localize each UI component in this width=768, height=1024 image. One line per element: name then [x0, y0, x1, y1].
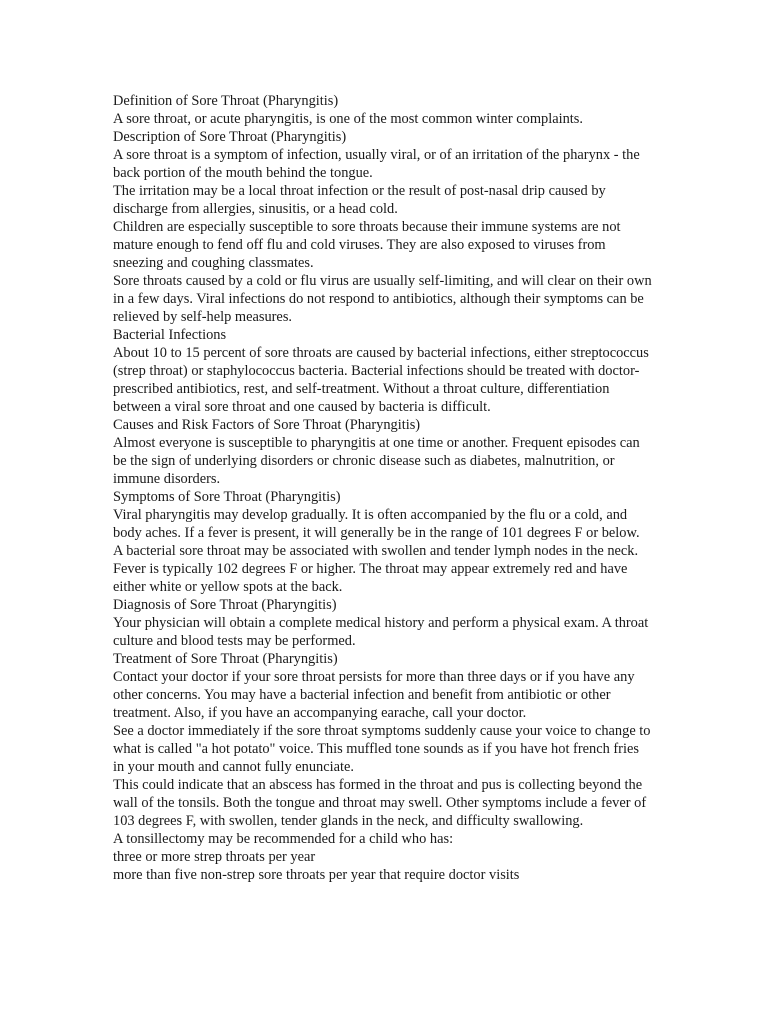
paragraph-treatment-1: Contact your doctor if your sore throat persists for more than three days or if you have any other concerns. You may have a bacterial infection and benefit from antibiotic or other treatment. Also, if you have an accompanying earache, call your doctor. [113, 669, 635, 721]
paragraph-diagnosis: Your physician will obtain a complete medical history and perform a physical exam. A throat culture and blood tests may be performed. [113, 615, 649, 649]
paragraph-causes-risk-factors: Almost everyone is susceptible to pharyngitis at one time or another. Frequent episodes can be the sign of underlying disorders or chronic disease such as diabetes, malnutrition, or immune disorders. [113, 435, 640, 487]
paragraph-description-4: Sore throats caused by a cold or flu virus are usually self-limiting, and will clear on their own in a few days. Viral infections do not respond to antibiotics, although their symptoms can be relieved by self-help measures. [113, 273, 652, 325]
paragraph-tonsillectomy-intro: A tonsillectomy may be recommended for a child who has: [113, 831, 454, 847]
heading-definition: Definition of Sore Throat (Pharyngitis) [113, 93, 339, 109]
heading-description: Description of Sore Throat (Pharyngitis) [113, 129, 347, 145]
paragraph-description-1: A sore throat is a symptom of infection, usually viral, or of an irritation of the pharynx - the back portion of the mouth behind the tongue. [113, 147, 640, 181]
heading-causes-risk-factors: Causes and Risk Factors of Sore Throat (Pharyngitis) [113, 417, 421, 433]
paragraph-symptoms-2: A bacterial sore throat may be associated with swollen and tender lymph nodes in the neck. Fever is typically 102 degrees F or higher. The throat may appear extremely red and have either white or yellow spots at the back. [113, 543, 639, 595]
document-page [113, 92, 653, 884]
heading-bacterial-infections: Bacterial Infections [113, 327, 227, 343]
heading-treatment: Treatment of Sore Throat (Pharyngitis) [113, 651, 338, 667]
heading-diagnosis: Diagnosis of Sore Throat (Pharyngitis) [113, 597, 337, 613]
paragraph-symptoms-1: Viral pharyngitis may develop gradually. It is often accompanied by the flu or a cold, and body aches. If a fever is present, it will generally be in the range of 101 degrees F or below. [113, 507, 640, 541]
list-item-tonsillectomy-1: three or more strep throats per year [113, 849, 316, 865]
paragraph-treatment-2: See a doctor immediately if the sore throat symptoms suddenly cause your voice to change to what is called "a hot potato" voice. This muffled tone sounds as if you have hot french fries in your mouth and cannot fully enunciate. [113, 723, 651, 775]
paragraph-description-2: The irritation may be a local throat infection or the result of post-nasal drip caused by discharge from allergies, sinusitis, or a head cold. [113, 183, 606, 217]
paragraph-description-3: Children are especially susceptible to sore throats because their immune systems are not mature enough to fend off flu and cold viruses. They are also exposed to viruses from sneezing and coughing classmates. [113, 219, 621, 271]
list-item-tonsillectomy-2: more than five non-strep sore throats per year that require doctor visits [113, 867, 520, 883]
paragraph-bacterial-infections: About 10 to 15 percent of sore throats are caused by bacterial infections, either streptococcus (strep throat) or staphylococcus bacteria. Bacterial infections should be treated with doctor-prescribed antibiotics, rest, and self-treatment. Without a throat culture, differentiation between a viral sore throat and one caused by bacteria is difficult. [113, 345, 649, 415]
paragraph-treatment-3: This could indicate that an abscess has formed in the throat and pus is collecting beyond the wall of the tonsils. Both the tongue and throat may swell. Other symptoms include a fever of 103 degrees F, with swollen, tender glands in the neck, and difficulty swallowing. [113, 777, 647, 829]
paragraph-definition: A sore throat, or acute pharyngitis, is one of the most common winter complaints. [113, 111, 583, 127]
heading-symptoms: Symptoms of Sore Throat (Pharyngitis) [113, 489, 341, 505]
